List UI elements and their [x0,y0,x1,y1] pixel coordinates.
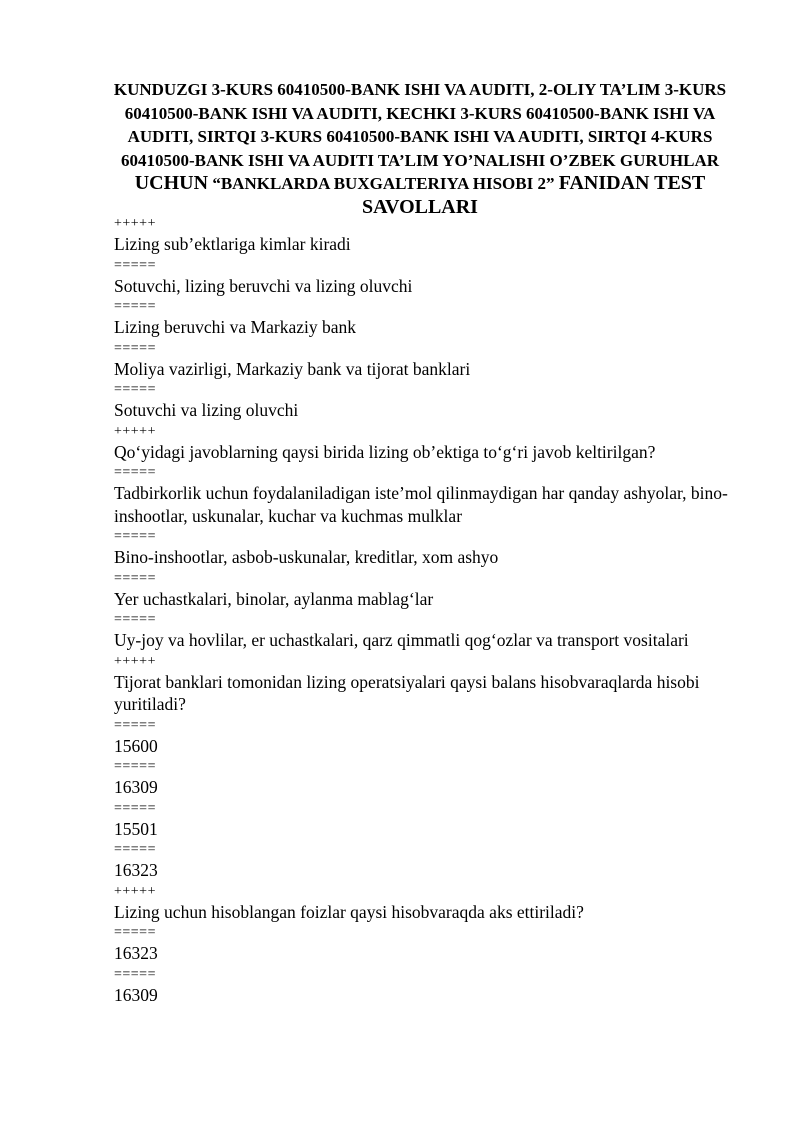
answer-marker: ===== [114,570,156,586]
answer-option: Sotuvchi va lizing oluvchi [114,400,299,420]
answer-marker: ===== [114,925,156,940]
answer-marker: ===== [114,717,156,733]
answer-marker: ===== [114,800,156,816]
answer-option: Tadbirkorlik uchun foydalaniladigan iste’mol qilinmaydigan har qanday ashyolar, bino-inshootlar, uskunalar, kuchar va kuchmas mulklar [114,483,728,526]
question-text: Lizing uchun hisoblangan foizlar qaysi hisobvaraqda aks ettiriladi? [114,901,584,922]
title-test-label: FANIDAN TEST SAVOLLARI [362,172,706,218]
answer-marker: ===== [114,299,156,314]
question-marker: +++++ [114,423,156,439]
answer-marker: ===== [114,612,156,627]
answer-option: Lizing beruvchi va Markaziy bank [114,317,356,337]
answer-marker: ===== [114,842,156,857]
answer-marker: ===== [114,382,156,397]
answer-marker: ===== [114,759,156,774]
test-questions [114,214,754,1006]
title-subject-name: “BANKLARDA BUXGALTERIYA HISOBI 2” [212,174,555,194]
question-marker: +++++ [114,883,156,899]
title-main-text: KUNDUZGI 3-KURS 60410500-BANK ISHI VA AUDITI, 2-OLIY TA’LIM 3-KURS 60410500-BANK ISHI VA AUDITI, KECHKI 3-KURS 60410500-BANK ISHI VA AUDITI, SIRTQI 3-KURS 60410500-BANK ISHI VA AUDITI, SIRTQI 4-KURS 60410500-BANK ISHI VA AUDITI TA’LIM YO’NALISHI O’ZBEK GURUHLAR [113,80,727,170]
answer-marker: ===== [114,465,156,480]
question-text: Lizing sub’ektlariga kimlar kiradi [114,234,351,254]
question-marker: +++++ [114,216,156,231]
answer-marker: ===== [114,529,156,544]
question-text: Tijorat banklari tomonidan lizing operatsiyalari qaysi balans hisobvaraqlarda hisobi yuritiladi? [114,671,700,714]
question-text: Qo‘yidagi javoblarning qaysi birida lizing ob’ektiga to‘g‘ri javob keltirilgan? [114,441,656,462]
question-marker: +++++ [114,653,156,669]
answer-option: Uy-joy va hovlilar, er uchastkalari, qarz qimmatli qog‘ozlar va transport vositalari [114,630,689,650]
answer-marker: ===== [114,966,156,982]
answer-option: Bino-inshootlar, asbob-uskunalar, kreditlar, xom ashyo [114,547,499,567]
answer-option: 15600 [114,735,158,756]
answer-option: Sotuvchi, lizing beruvchi va lizing oluvchi [114,275,413,296]
answer-option: 16309 [114,777,158,797]
title-uchun: UCHUN [134,172,209,195]
answer-option: Yer uchastkalari, binolar, aylanma mablag‘lar [114,588,434,609]
answer-option: 16309 [114,984,158,1005]
answer-option: Moliya vazirligi, Markaziy bank va tijorat banklari [114,358,471,379]
answer-option: 16323 [114,943,158,963]
answer-marker: ===== [114,340,156,356]
answer-option: 15501 [114,818,158,839]
document-title [100,78,740,220]
answer-marker: ===== [114,257,156,273]
answer-option: 16323 [114,860,158,880]
